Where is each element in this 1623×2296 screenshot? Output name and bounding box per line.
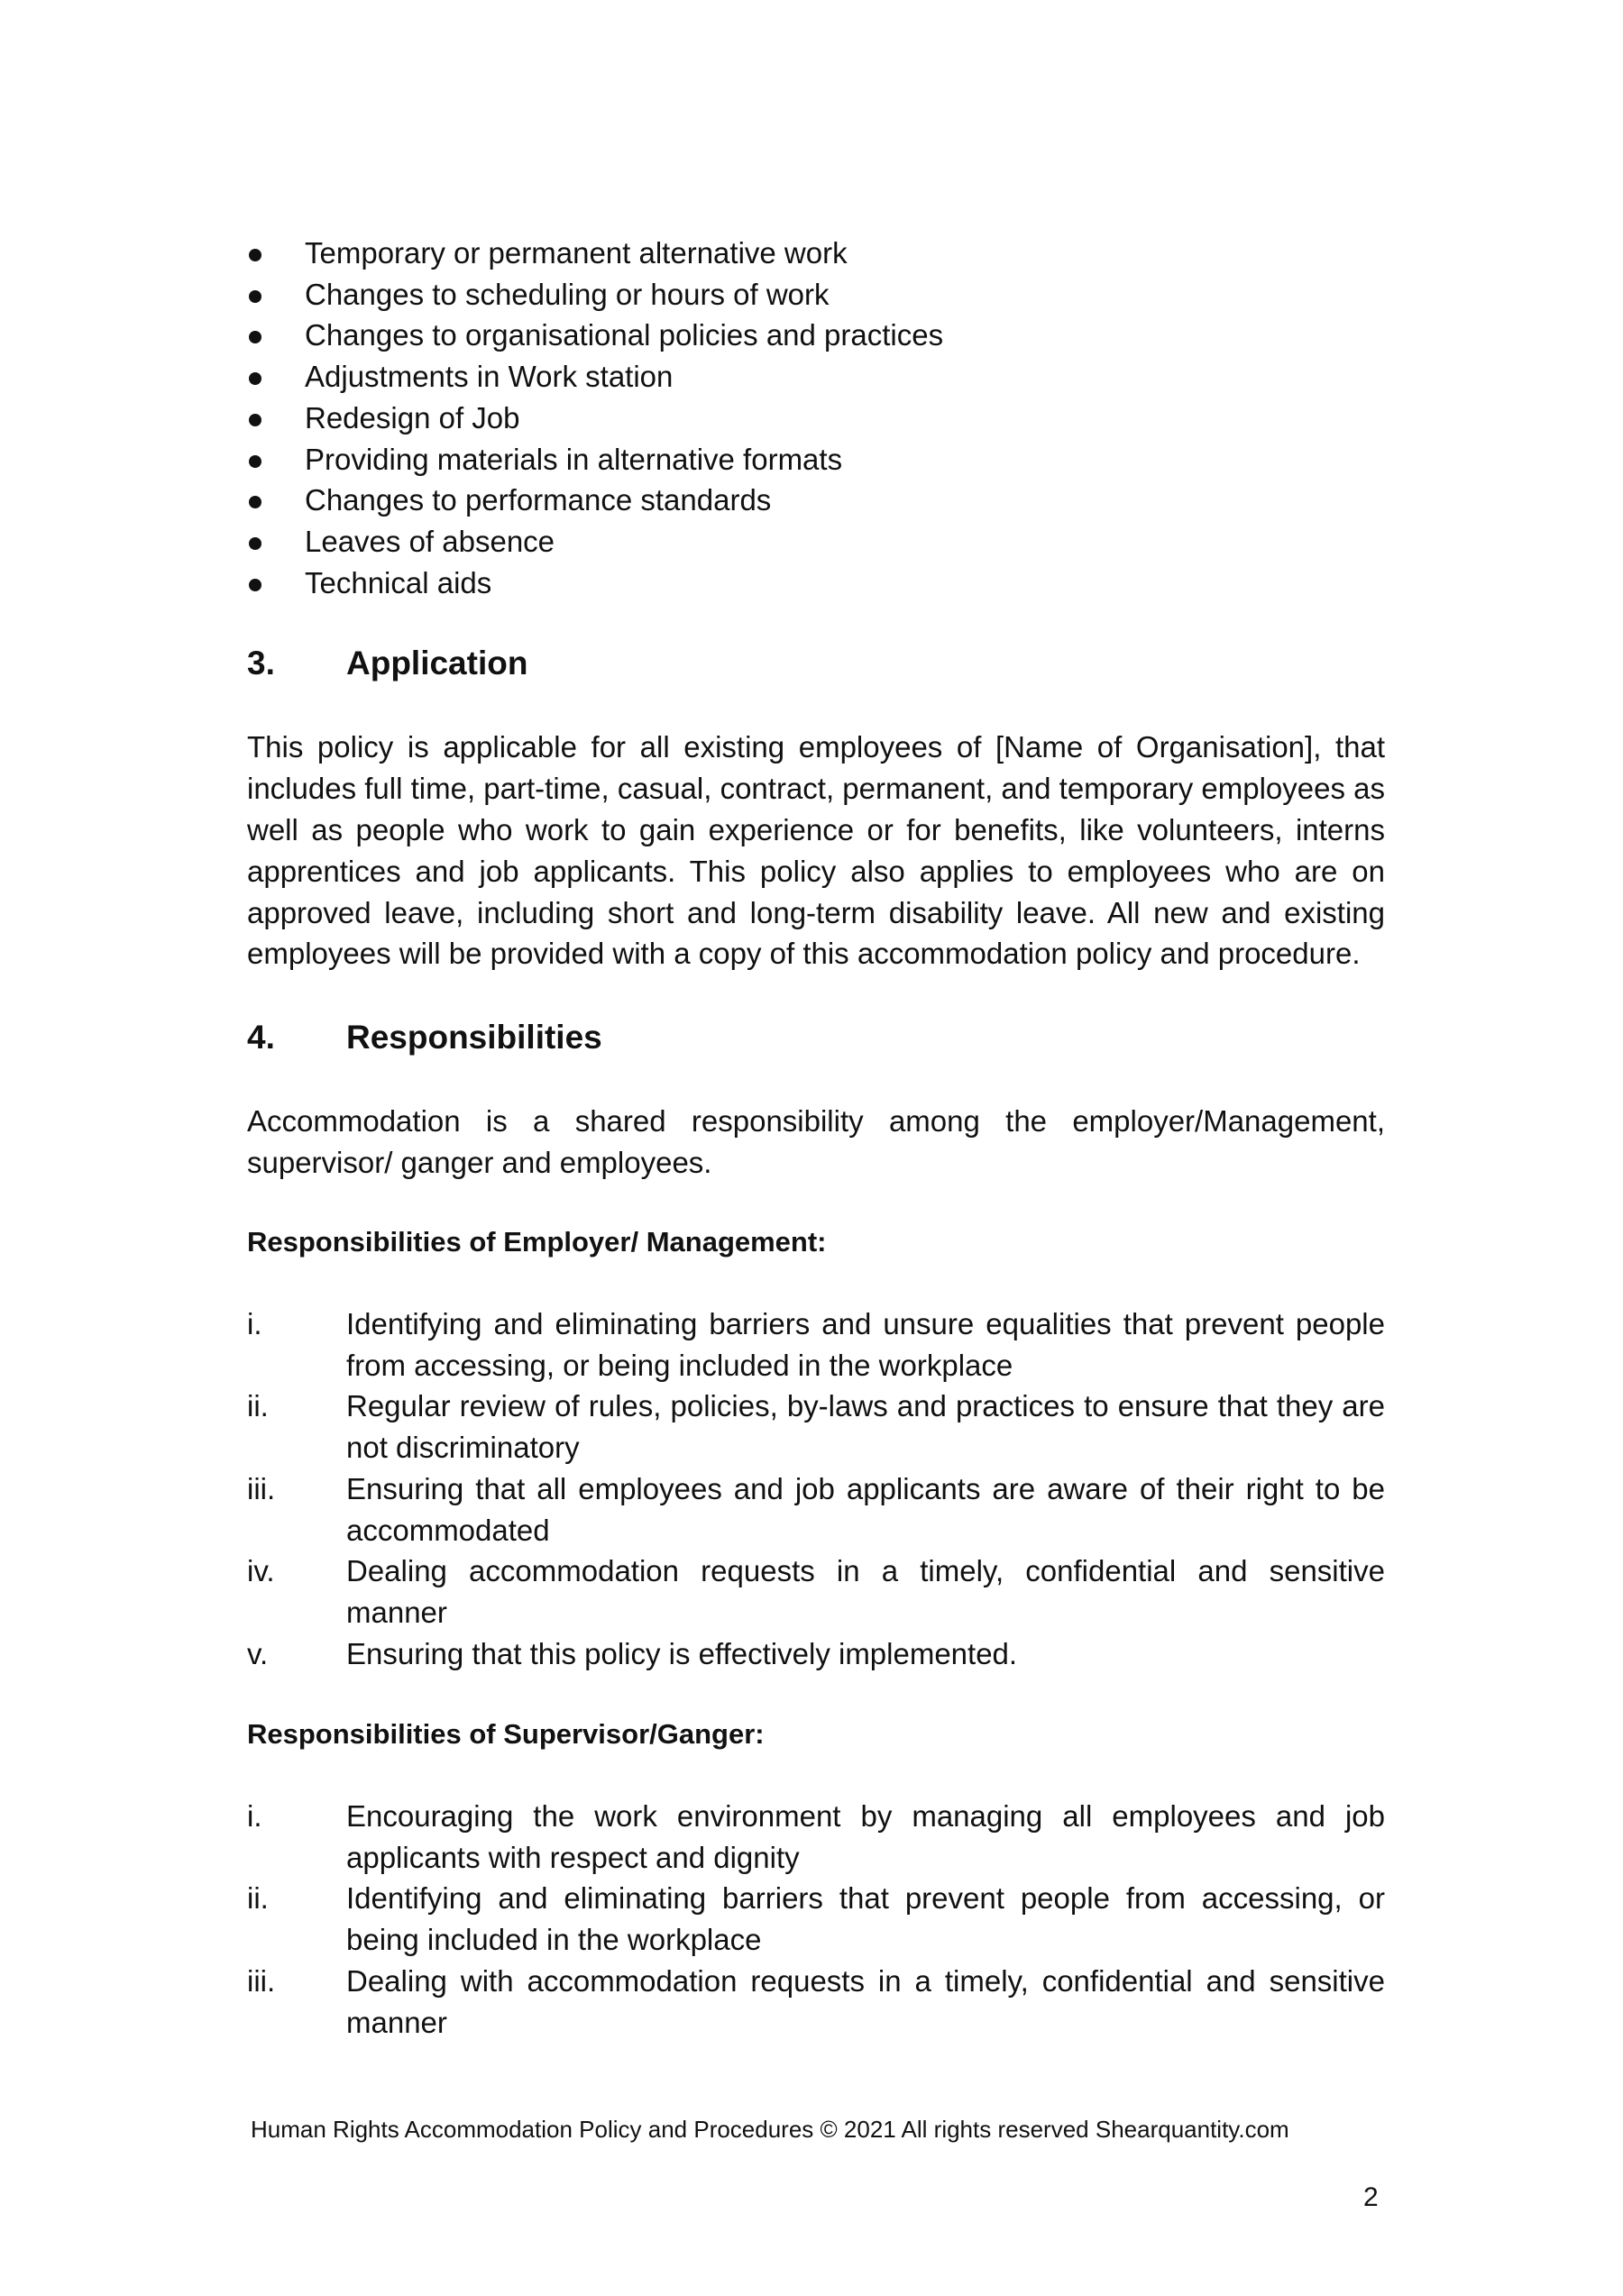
page-content — [247, 233, 1385, 2044]
list-item-text: Changes to scheduling or hours of work — [305, 277, 830, 311]
list-item — [247, 1878, 1385, 1961]
list-item — [247, 233, 1385, 274]
bullet-icon — [249, 455, 261, 468]
bullet-icon — [249, 579, 261, 591]
section-number: 3. — [247, 645, 275, 682]
list-item-text: Changes to organisational policies and practices — [305, 318, 944, 352]
bullet-icon — [249, 496, 261, 508]
item-number: iii. — [247, 1471, 276, 1505]
accommodation-examples-list — [247, 233, 1385, 603]
list-item — [247, 480, 1385, 521]
item-number: ii. — [247, 1881, 269, 1916]
list-item-text: Leaves of absence — [305, 524, 555, 558]
list-item — [247, 1304, 1385, 1386]
item-number: i. — [247, 1306, 262, 1340]
list-item — [247, 563, 1385, 604]
list-item-text: Temporary or permanent alternative work — [305, 236, 848, 270]
list-item — [247, 1468, 1385, 1551]
section-heading-responsibilities — [247, 1016, 1385, 1059]
item-text: Regular review of rules, policies, by-laws and practices to ensure that they are not discriminatory — [346, 1389, 1385, 1465]
list-item — [247, 1633, 1385, 1675]
supervisor-responsibilities-heading: Responsibilities of Supervisor/Ganger: — [247, 1717, 765, 1750]
employer-responsibilities-list — [247, 1304, 1385, 1675]
item-text: Ensuring that this policy is effectively implemented. — [346, 1637, 1018, 1671]
item-number: iv. — [247, 1554, 275, 1588]
list-item — [247, 439, 1385, 480]
footer-brand: Shearquantity.com — [1095, 2116, 1289, 2143]
bullet-icon — [249, 537, 261, 550]
bullet-icon — [249, 249, 261, 261]
list-item-text: Providing materials in alternative formats — [305, 442, 843, 476]
footer-text: Human Rights Accommodation Policy and Procedures © 2021 All rights reserved — [251, 2116, 1089, 2143]
list-item — [247, 1796, 1385, 1879]
item-text: Dealing accommodation requests in a timely, confidential and sensitive manner — [346, 1554, 1385, 1630]
list-item — [247, 398, 1385, 439]
list-item — [247, 1386, 1385, 1468]
item-text: Dealing with accommodation requests in a timely, confidential and sensitive manner — [346, 1964, 1385, 2039]
list-item — [247, 1550, 1385, 1633]
list-item — [247, 356, 1385, 398]
list-item-text: Changes to performance standards — [305, 483, 772, 517]
item-text: Ensuring that all employees and job applicants are aware of their right to be accommodated — [346, 1471, 1385, 1547]
responsibilities-paragraph: Accommodation is a shared responsibility among the employer/Management, supervisor/ ganger and employees. — [247, 1104, 1385, 1179]
section-title: Responsibilities — [346, 1019, 602, 1057]
section-title: Application — [346, 645, 528, 682]
item-number: iii. — [247, 1964, 276, 1999]
item-text: Identifying and eliminating barriers and unsure equalities that prevent people from accessing, or being included in the workplace — [346, 1306, 1385, 1382]
application-paragraph: This policy is applicable for all existing employees of [Name of Organisation], that includes full time, part-time, casual, contract, permanent, and temporary employees as well as people who work to gain experience or for benefits, like volunteers, interns apprentices and job applicants. This policy also applies to employees who are on approved leave, including short and long-term disability leave. All new and existing employees will be provided with a copy of this accommodation policy and procedure. — [247, 730, 1385, 971]
list-item — [247, 315, 1385, 356]
section-heading-application — [247, 642, 1385, 685]
item-text: Encouraging the work environment by managing all employees and job applicants with respect and dignity — [346, 1798, 1385, 1874]
section-number: 4. — [247, 1019, 275, 1057]
supervisor-responsibilities-list — [247, 1796, 1385, 2044]
list-item-text: Technical aids — [305, 565, 492, 599]
bullet-icon — [249, 290, 261, 303]
item-text: Identifying and eliminating barriers that prevent people from accessing, or being included in the workplace — [346, 1881, 1385, 1957]
list-item — [247, 1961, 1385, 2044]
page-footer — [251, 2114, 1289, 2145]
list-item-text: Redesign of Job — [305, 400, 520, 435]
item-number: v. — [247, 1637, 269, 1671]
bullet-icon — [249, 414, 261, 426]
employer-responsibilities-heading: Responsibilities of Employer/ Management: — [247, 1225, 827, 1258]
list-item — [247, 521, 1385, 563]
bullet-icon — [249, 331, 261, 343]
page-number: 2 — [1363, 2182, 1379, 2212]
item-number: i. — [247, 1798, 262, 1833]
item-number: ii. — [247, 1389, 269, 1423]
list-item-text: Adjustments in Work station — [305, 360, 674, 394]
bullet-icon — [249, 372, 261, 385]
list-item — [247, 274, 1385, 316]
